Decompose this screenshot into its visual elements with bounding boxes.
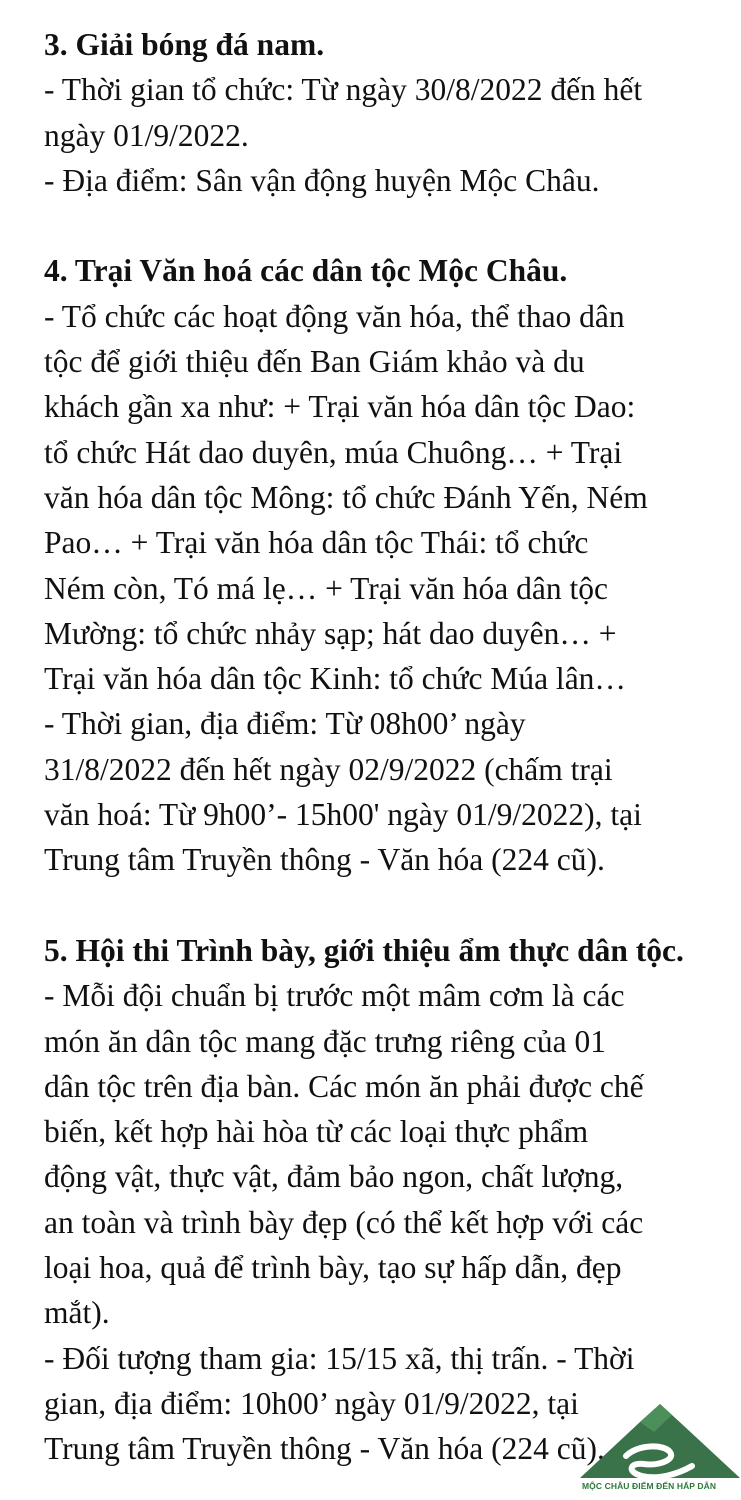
paragraph-gap bbox=[44, 203, 734, 248]
section-heading: 3. Giải bóng đá nam. bbox=[44, 27, 325, 62]
section-culture-camp bbox=[44, 248, 734, 882]
text-line: an toàn và trình bày đẹp (có thể kết hợp với các bbox=[44, 1204, 644, 1240]
text-line: - Địa điểm: Sân vận động huyện Mộc Châu. bbox=[44, 162, 600, 198]
text-line: động vật, thực vật, đảm bảo ngon, chất lượng, bbox=[44, 1159, 624, 1195]
section-football bbox=[44, 22, 734, 203]
watermark-slogan: MỘC CHÂU ĐIỂM ĐẾN HẤP DẪN bbox=[582, 1481, 717, 1491]
text-line: văn hoá: Từ 9h00’- 15h00' ngày 01/9/2022), tại bbox=[44, 797, 642, 833]
text-line: loại hoa, quả để trình bày, tạo sự hấp dẫn, đẹp bbox=[44, 1250, 622, 1286]
text-line: biến, kết hợp hài hòa từ các loại thực phẩm bbox=[44, 1114, 589, 1150]
text-line: Mường: tổ chức nhảy sạp; hát dao duyên… + bbox=[44, 615, 617, 651]
section-heading: 5. Hội thi Trình bày, giới thiệu ẩm thực dân tộc. bbox=[44, 932, 684, 968]
text-line: Trại văn hóa dân tộc Kinh: tổ chức Múa lân… bbox=[44, 661, 626, 697]
text-line: 31/8/2022 đến hết ngày 02/9/2022 (chấm trại bbox=[44, 751, 613, 787]
text-line: - Thời gian tổ chức: Từ ngày 30/8/2022 đến hết bbox=[44, 72, 643, 108]
text-line: món ăn dân tộc mang đặc trưng riêng của 01 bbox=[44, 1023, 607, 1059]
text-line: gian, địa điểm: 10h00’ ngày 01/9/2022, tại bbox=[44, 1385, 579, 1421]
text-line: Trung tâm Truyền thông - Văn hóa (224 cũ). bbox=[44, 1431, 605, 1467]
section-cuisine-contest bbox=[44, 928, 734, 1472]
text-line: - Thời gian, địa điểm: Từ 08h00’ ngày bbox=[44, 706, 526, 742]
text-line: - Đối tượng tham gia: 15/15 xã, thị trấn. - Thời bbox=[44, 1340, 635, 1376]
text-line: ngày 01/9/2022. bbox=[44, 117, 249, 153]
text-line: văn hóa dân tộc Mông: tổ chức Đánh Yến, Ném bbox=[44, 479, 648, 515]
moc-chau-logo-watermark bbox=[580, 1392, 740, 1500]
mountain-logo-icon bbox=[580, 1392, 740, 1484]
text-line: Trung tâm Truyền thông - Văn hóa (224 cũ). bbox=[44, 842, 605, 878]
paragraph-gap bbox=[44, 883, 734, 928]
text-line: mắt). bbox=[44, 1295, 110, 1331]
article-body bbox=[44, 22, 734, 1472]
text-line: Pao… + Trại văn hóa dân tộc Thái: tổ chức bbox=[44, 525, 589, 561]
text-line: Ném còn, Tó má lẹ… + Trại văn hóa dân tộc bbox=[44, 570, 608, 606]
text-line: - Mỗi đội chuẩn bị trước một mâm cơm là các bbox=[44, 978, 625, 1014]
text-line: khách gần xa như: + Trại văn hóa dân tộc Dao: bbox=[44, 389, 636, 425]
text-line: dân tộc trên địa bàn. Các món ăn phải được chế bbox=[44, 1068, 644, 1104]
section-heading: 4. Trại Văn hoá các dân tộc Mộc Châu. bbox=[44, 253, 568, 289]
text-line: - Tổ chức các hoạt động văn hóa, thể thao dân bbox=[44, 298, 625, 334]
text-line: tộc để giới thiệu đến Ban Giám khảo và du bbox=[44, 344, 585, 380]
text-line: tổ chức Hát dao duyên, múa Chuông… + Trại bbox=[44, 434, 623, 470]
